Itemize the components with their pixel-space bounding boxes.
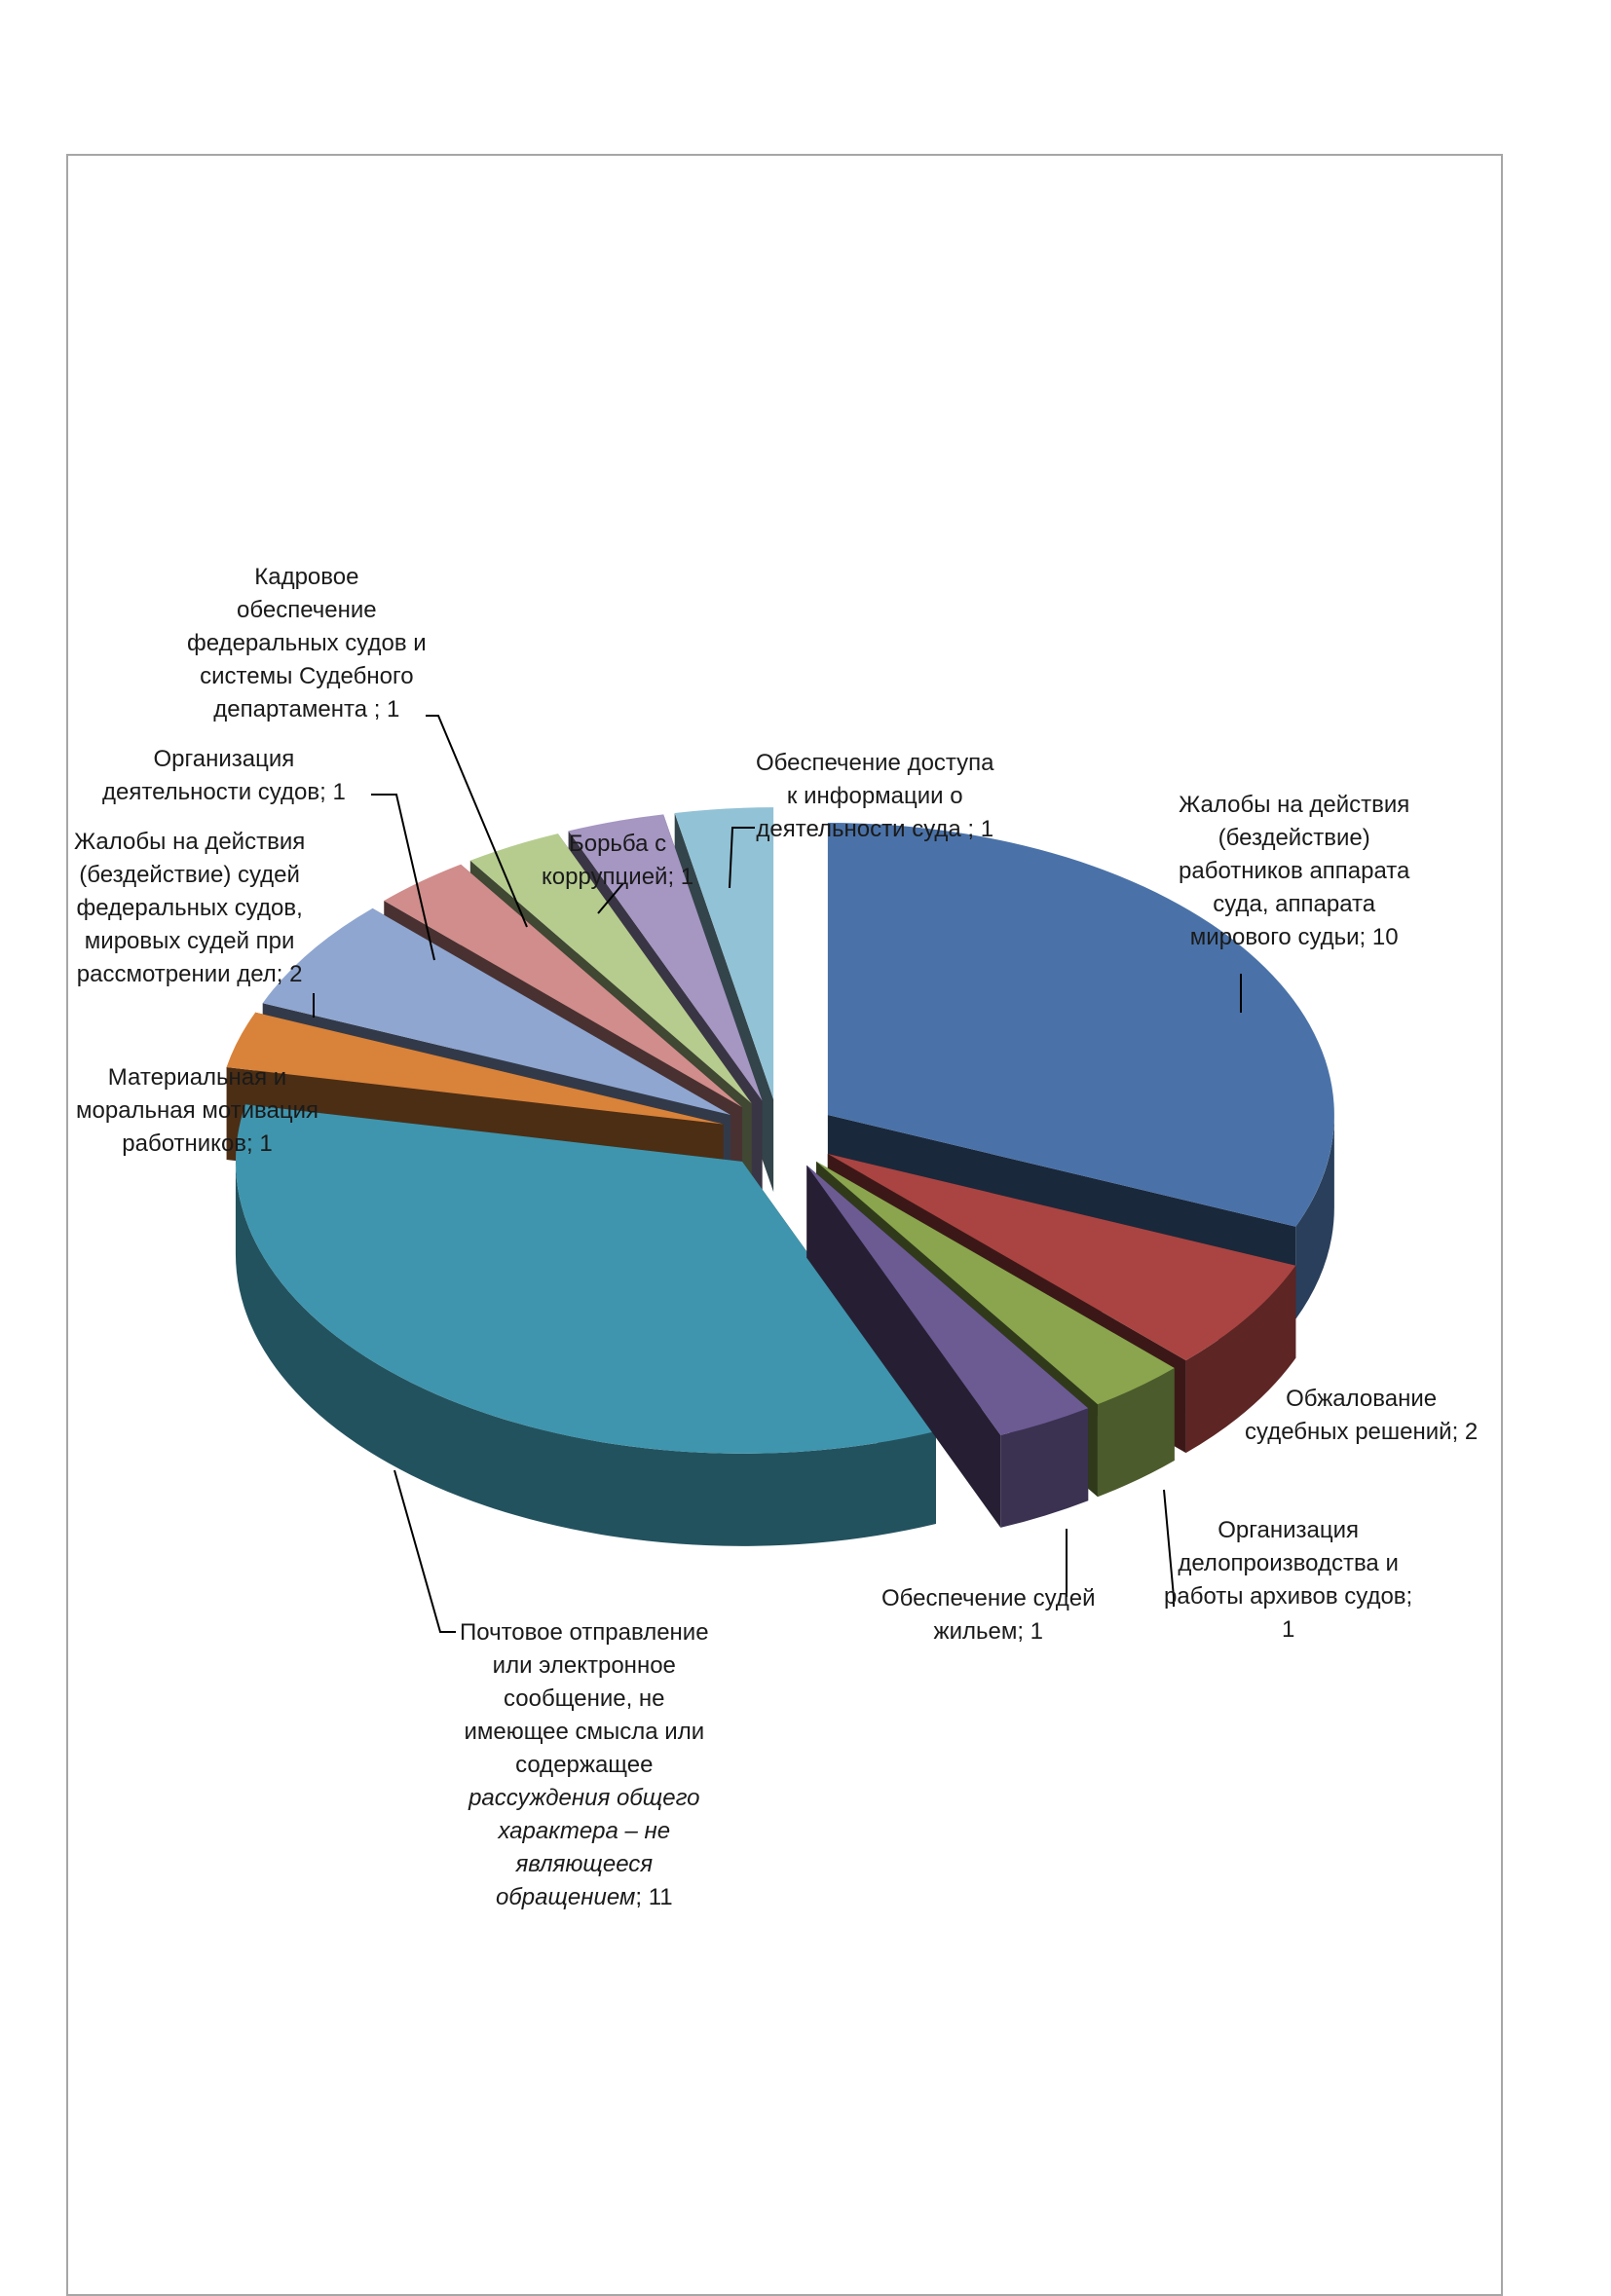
label-appeal: Обжалование судебных решений; 2	[1245, 1386, 1479, 1445]
label-info-access: Обеспечение доступа к информации о деятельности суда ; 1	[756, 750, 994, 842]
label-org-courts: Организация деятельности судов; 1	[102, 746, 346, 805]
label-motivation: Материальная и моральная мотивация работников; 1	[76, 1064, 319, 1157]
label-complaints-staff: Жалобы на действия (бездействие) работников аппарата суда, аппарата мирового судьи; 10	[1179, 792, 1410, 950]
label-complaints-judges: Жалобы на действия (бездействие) судей федеральных судов, мировых судей при рассмотрении дел; 2	[74, 829, 306, 987]
label-corruption: Борьба с коррупцией; 1	[542, 831, 694, 890]
label-postal: Почтовое отправление или электронное сообщение, не имеющее смысла или содержащее рассуждения общего характера – не являющееся обращением; 11	[460, 1619, 709, 1910]
label-housing: Обеспечение судей жильем; 1	[881, 1585, 1096, 1645]
label-staffing: Кадровое обеспечение федеральных судов и системы Судебного департамента ; 1	[187, 564, 427, 722]
leader-line-4	[394, 1470, 456, 1632]
label-records: Организация делопроизводства и работы архивов судов; 1	[1164, 1517, 1413, 1643]
